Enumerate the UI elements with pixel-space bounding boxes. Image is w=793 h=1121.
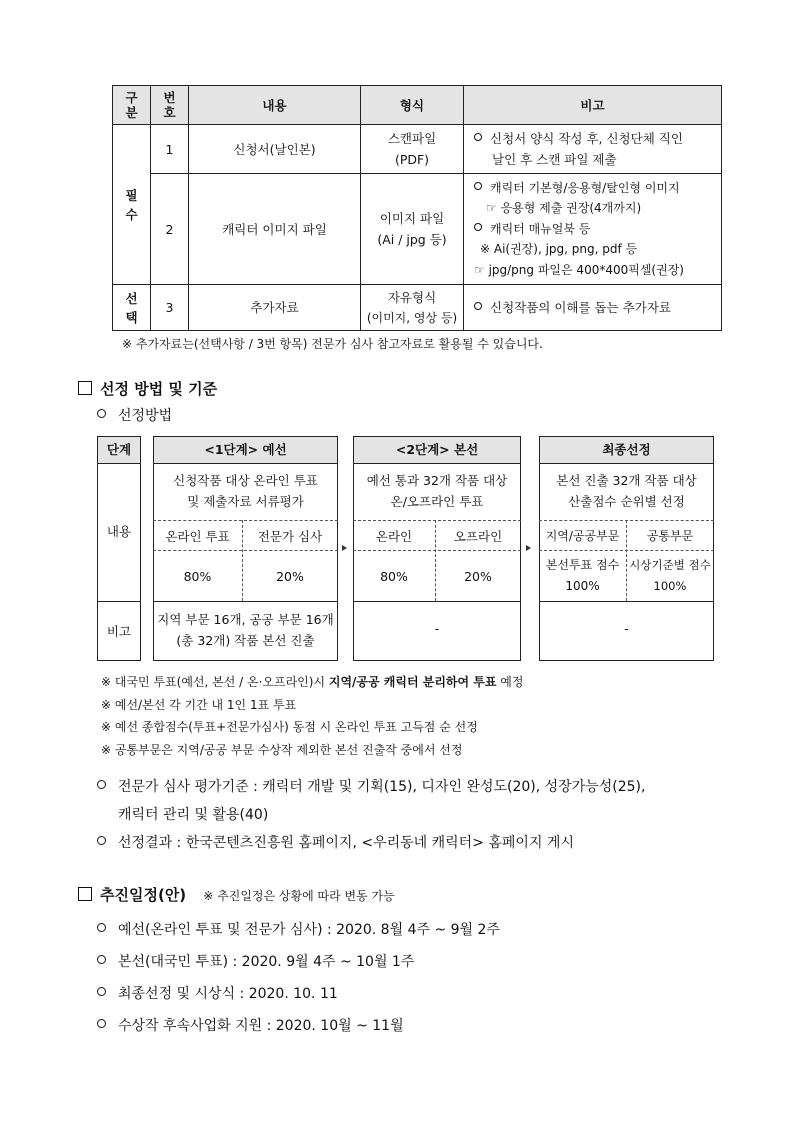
divider: [353, 601, 521, 602]
criteria-item: [97, 773, 645, 829]
format-line: (이미지, 영상 등): [366, 310, 458, 325]
schedule-list: [97, 914, 500, 1042]
remark-line: 캐릭터 기본형/응용형/탈인형 이미지: [490, 180, 680, 195]
row-format: [361, 174, 464, 285]
row-format: [361, 285, 464, 331]
stage3-note: -: [624, 621, 629, 636]
row-remarks: [464, 125, 722, 174]
stage3-val1: [539, 555, 626, 597]
circle-bullet-icon: [97, 955, 106, 964]
checkbox-square-icon: [78, 887, 92, 901]
circle-bullet-icon: [97, 987, 106, 996]
header-number-text: 번호: [163, 90, 176, 120]
section-heading-selection: [78, 378, 217, 399]
format-line: 자유형식: [387, 289, 437, 305]
list-item: [97, 914, 500, 946]
criteria-line1: 전문가 심사 평가기준 : 캐릭터 개발 및 기획(15), 디자인 완성도(20), 성장가능성(25),: [118, 779, 646, 795]
flow-note: ※ 예선 종합점수(투표+전문가심사) 동점 시 온라인 투표 고득점 순 선정: [101, 720, 478, 734]
note-text: 예정: [496, 675, 524, 689]
header-category: [113, 86, 151, 125]
circle-bullet-icon: [474, 223, 482, 231]
list-item: [97, 1010, 500, 1042]
schedule-text: 예선(온라인 투표 및 전문가 심사) : 2020. 8월 4주 ~ 9월 2주: [118, 922, 500, 938]
stage2-val1: 80%: [380, 569, 408, 584]
format-line: 스캔파일: [387, 131, 437, 146]
arrow-right-icon: [342, 545, 347, 551]
stage1-title: <1단계> 예선: [153, 436, 338, 464]
remark-line: 날인 후 스캔 파일 제출: [492, 152, 617, 167]
row-content: 캐릭터 이미지 파일: [189, 174, 361, 285]
stage2-desc: [353, 470, 521, 512]
flow-notes: [101, 671, 523, 761]
divider: [153, 601, 338, 602]
remark-line: 캐릭터 매뉴얼북 등: [490, 221, 591, 236]
header-remarks: 비고: [464, 86, 722, 125]
circle-bullet-icon: [474, 133, 482, 141]
circle-bullet-icon: [474, 302, 482, 310]
circle-bullet-icon: [474, 182, 482, 190]
val-line: 시상기준별 점수: [629, 558, 711, 572]
section-heading-schedule: [78, 884, 395, 905]
table-header-row: [113, 86, 722, 125]
circle-bullet-icon: [97, 1019, 106, 1028]
stage2-col1: 온라인: [375, 529, 413, 544]
stage1-desc: [153, 470, 338, 512]
note-text: ※ 대국민 투표(예선, 본선 / 온·오프라인)시: [101, 675, 329, 689]
checkbox-square-icon: [78, 381, 92, 395]
format-line: 이미지 파일: [379, 211, 445, 226]
row-format: [361, 125, 464, 174]
stage3-col1: 지역/공공부문: [545, 529, 620, 543]
desc-line: 온/오프라인 투표: [390, 494, 484, 509]
divider: [353, 550, 521, 551]
divider: [153, 550, 338, 551]
list-item: [97, 946, 500, 978]
format-line: (Ai / jpg 등): [377, 232, 447, 247]
row-content: 추가자료: [189, 285, 361, 331]
stage1-col1: 온라인 투표: [165, 529, 230, 544]
row-content: 신청서(날인본): [189, 125, 361, 174]
format-line: (PDF): [394, 152, 430, 167]
table-row: [113, 285, 722, 331]
result-item: [97, 832, 574, 852]
stage2-title: <2단계> 본선: [353, 436, 521, 464]
flow-note: ※ 예선/본선 각 기간 내 1인 1표 투표: [101, 697, 297, 712]
arrow-right-icon: [526, 545, 531, 551]
category-optional: [113, 285, 151, 331]
remark-line: 신청작품의 이해를 돕는 추가자료: [490, 300, 671, 315]
flow-note: [101, 671, 523, 694]
section-title: 선정 방법 및 기준: [100, 380, 218, 398]
desc-line: 본선 진출 32개 작품 대상: [556, 473, 697, 488]
table-footnote: ※ 추가자료는(선택사항 / 3번 항목) 전문가 심사 참고자료로 활용될 수 있습니다.: [122, 337, 543, 351]
header-number: [151, 86, 189, 125]
table-row: [113, 174, 722, 285]
label-stage: 단계: [97, 436, 141, 464]
row-number: 3: [151, 285, 189, 331]
row-remarks: [464, 285, 722, 331]
remark-line: ☞ 응용형 제출 권장(4개까지): [486, 201, 642, 216]
header-category-text: 구분: [125, 90, 138, 120]
label-note: 비고: [106, 624, 132, 639]
submission-table: [112, 85, 722, 331]
circle-bullet-icon: [97, 836, 106, 845]
note-line: (총 32개) 작품 본선 진출: [176, 633, 315, 648]
sub-heading-text: 선정방법: [118, 408, 173, 424]
row-remarks: [464, 174, 722, 285]
val-line: 100%: [565, 579, 600, 593]
result-text: 선정결과 : 한국콘텐츠진흥원 홈페이지, <우리동네 캐릭터> 홈페이지 게시: [118, 835, 574, 851]
stage3-col2: 공통부문: [646, 529, 694, 543]
stage2-note: -: [434, 621, 440, 636]
table-row: [113, 125, 722, 174]
val-line: 100%: [653, 579, 687, 593]
note-emphasis: 지역/공공 캐릭터 분리하여 투표: [328, 675, 497, 689]
schedule-text: 수상작 후속사업화 지원 : 2020. 10월 ~ 11월: [118, 1018, 404, 1034]
section-title: 추진일정(안): [100, 886, 187, 904]
circle-bullet-icon: [97, 780, 106, 789]
divider: [539, 601, 714, 602]
remark-line: ☞ jpg/png 파일은 400*400픽셀(권장): [474, 262, 684, 277]
circle-bullet-icon: [97, 409, 106, 418]
schedule-text: 최종선정 및 시상식 : 2020. 10. 11: [118, 986, 338, 1002]
stage1-note: [153, 609, 338, 651]
label-content: 내용: [106, 524, 132, 539]
category-required-text: 필수: [125, 187, 138, 222]
desc-line: 산출점수 순위별 선정: [568, 494, 685, 509]
stage2-col2: 오프라인: [453, 529, 503, 544]
remark-line: ※ Ai(권장), jpg, png, pdf 등: [480, 242, 638, 257]
category-optional-text: 선택: [125, 290, 138, 325]
header-content: 내용: [189, 86, 361, 125]
stage3-val2: [626, 555, 714, 597]
val-line: 본선투표 점수: [545, 558, 620, 572]
row-number: 2: [151, 174, 189, 285]
header-format: 형식: [361, 86, 464, 125]
divider: [153, 520, 338, 521]
stage3-desc: [539, 470, 714, 512]
list-item: [97, 978, 500, 1010]
desc-line: 및 제출자료 서류평가: [187, 494, 304, 509]
stage1-col2: 전문가 심사: [257, 529, 323, 544]
criteria-line2: 캐릭터 관리 및 활용(40): [118, 807, 269, 823]
divider: [97, 601, 141, 602]
stage2-val2: 20%: [464, 569, 492, 584]
note-line: 지역 부문 16개, 공공 부문 16개: [157, 612, 334, 627]
stage1-val2: 20%: [276, 569, 304, 584]
category-required: [113, 125, 151, 285]
schedule-note: ※ 추진일정은 상황에 따라 변동 가능: [203, 889, 395, 903]
desc-line: 예선 통과 32개 작품 대상: [366, 473, 508, 488]
schedule-text: 본선(대국민 투표) : 2020. 9월 4주 ~ 10월 1주: [118, 954, 415, 970]
sub-heading-method: [97, 405, 172, 425]
stage3-title: 최종선정: [539, 436, 714, 464]
row-number: 1: [151, 125, 189, 174]
circle-bullet-icon: [97, 923, 106, 932]
stage1-val1: 80%: [183, 569, 212, 584]
flow-note: ※ 공통부문은 지역/공공 부문 수상작 제외한 본선 진출작 중에서 선정: [101, 742, 463, 757]
desc-line: 신청작품 대상 온라인 투표: [173, 473, 318, 488]
remark-line: 신청서 양식 작성 후, 신청단체 직인: [490, 131, 683, 146]
divider: [353, 520, 521, 521]
